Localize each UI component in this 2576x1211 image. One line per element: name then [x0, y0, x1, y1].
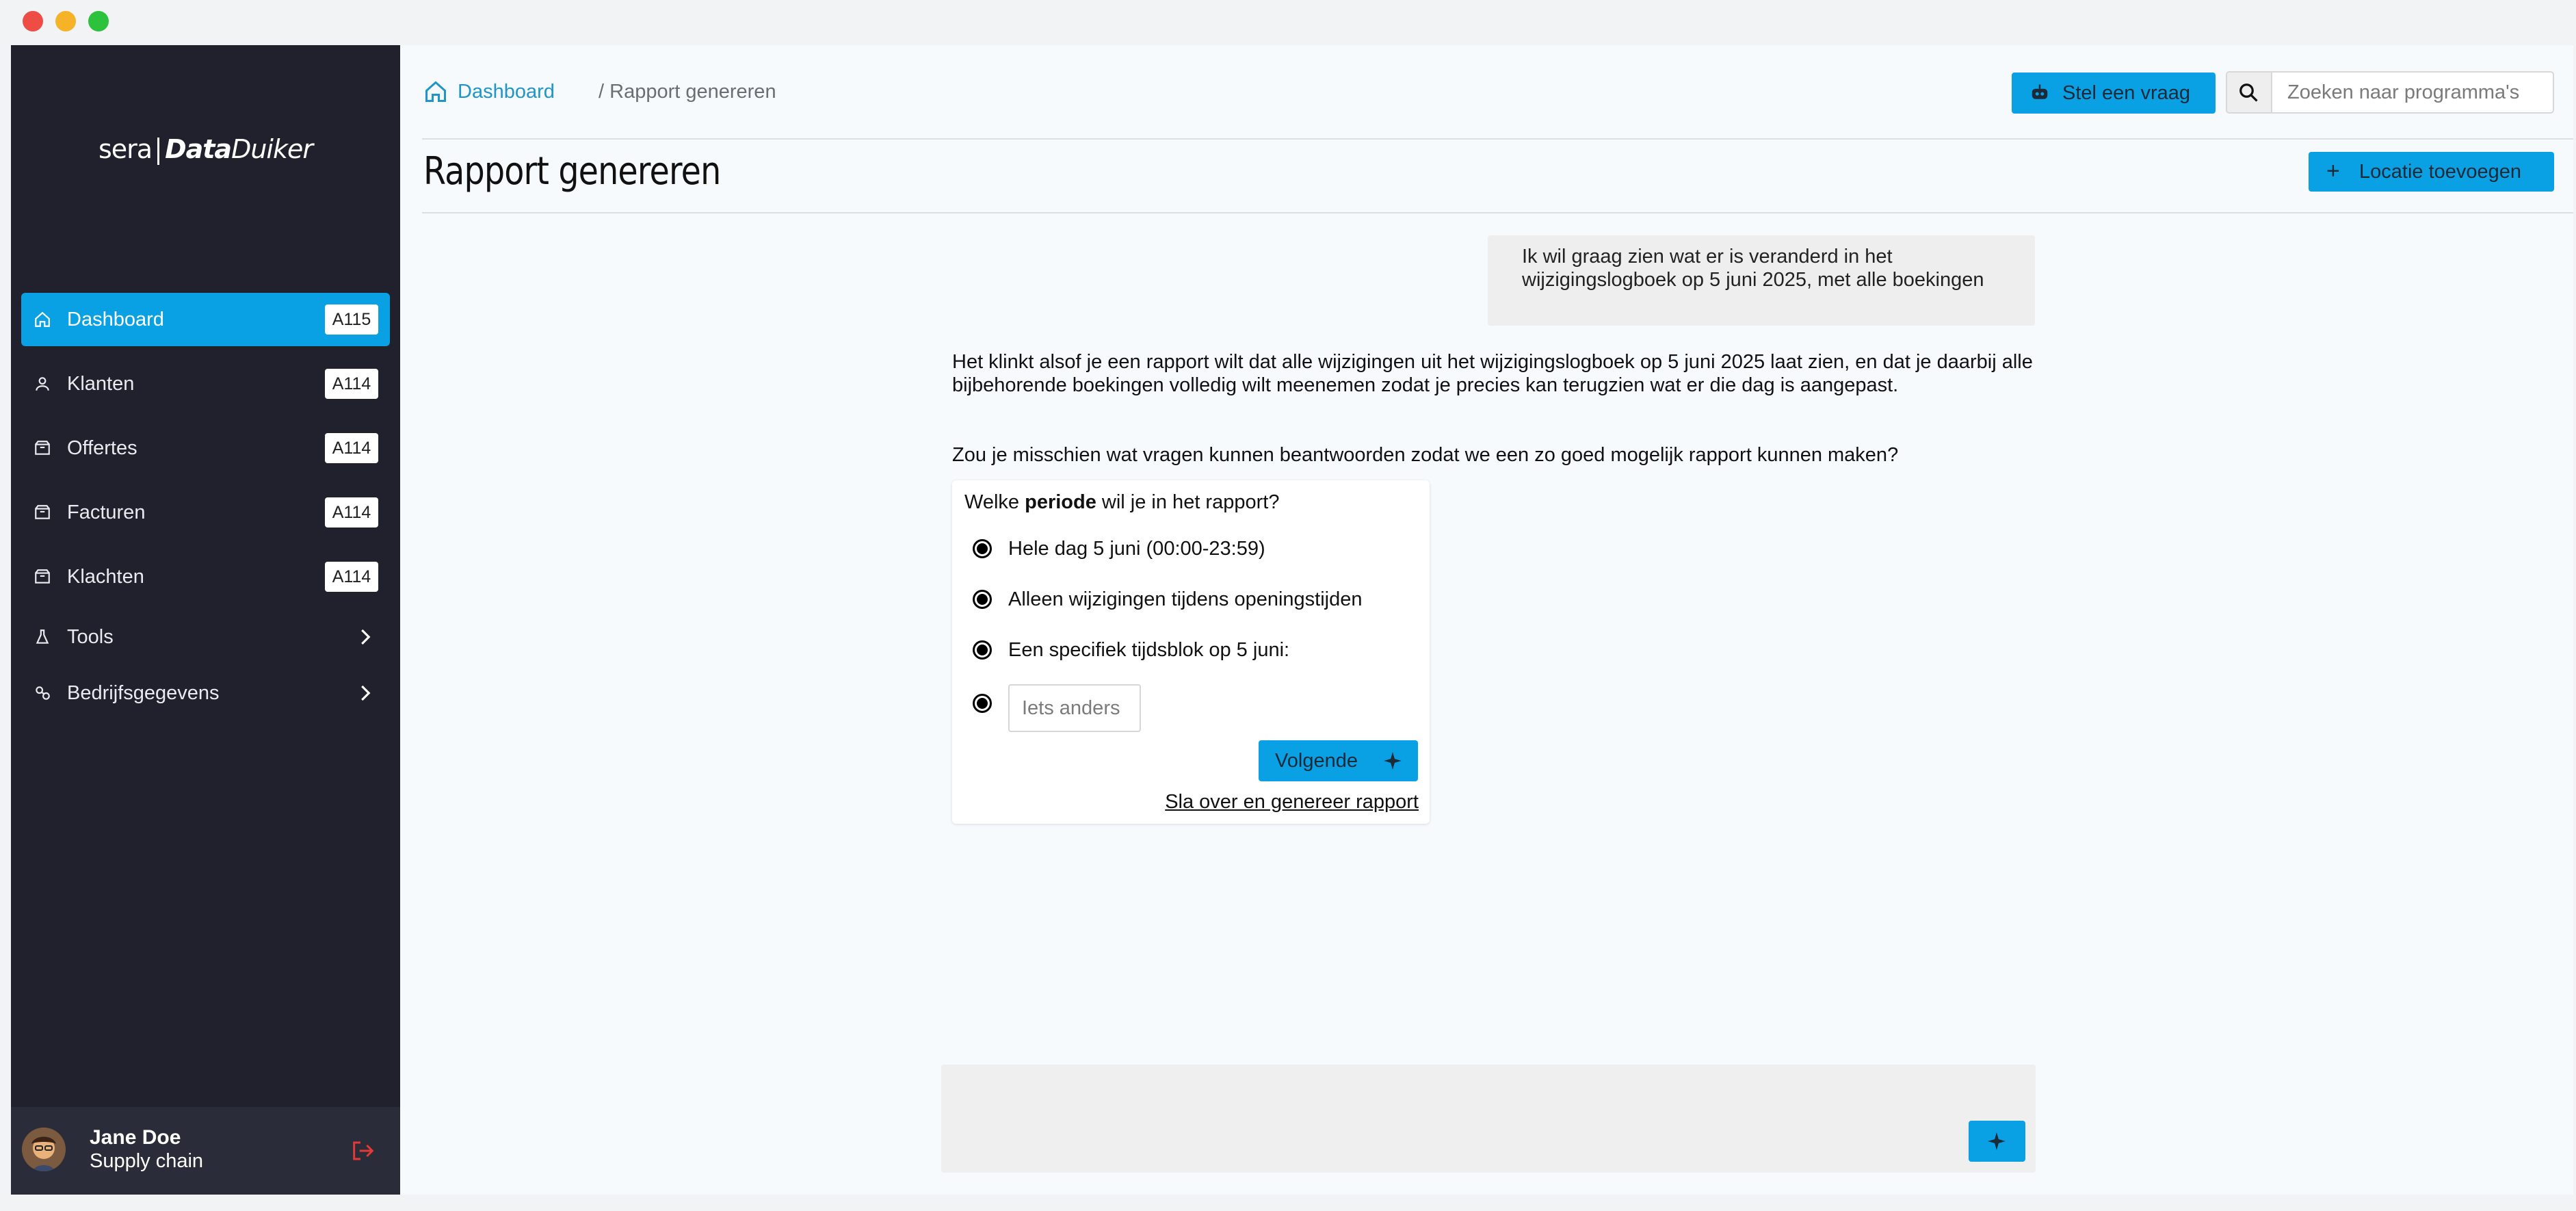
- breadcrumb-separator: /: [599, 81, 605, 103]
- question-suffix: wil je in het rapport?: [1096, 491, 1280, 513]
- header-divider: [422, 138, 2573, 140]
- avatar[interactable]: [22, 1128, 66, 1171]
- radio-button[interactable]: [973, 640, 992, 660]
- chevron-right-icon[interactable]: [354, 683, 375, 703]
- count-badge: A114: [325, 497, 378, 528]
- option-label: Alleen wijzigingen tijdens openingstijden: [1008, 588, 1363, 610]
- question-bold: periode: [1025, 491, 1096, 513]
- question-prefix: Welke: [964, 491, 1025, 513]
- assistant-question: Zou je misschien wat vragen kunnen beantwoorden zodat we een zo goed mogelijk rapport kunnen maken?: [952, 444, 1899, 466]
- flask-icon: [34, 628, 51, 646]
- add-location-button[interactable]: [2309, 152, 2554, 192]
- send-button[interactable]: [1969, 1121, 2025, 1162]
- sidebar-item-facturen[interactable]: [21, 486, 390, 539]
- sidebar-item-label: Klachten: [67, 566, 144, 588]
- search-bar: [2226, 71, 2554, 114]
- question-card: [952, 480, 1430, 824]
- sidebar-item-klanten[interactable]: [21, 357, 390, 411]
- user-name: Jane Doe: [90, 1126, 181, 1149]
- add-location-label: Locatie toevoegen: [2359, 161, 2522, 183]
- app-window: [11, 45, 2573, 1195]
- ask-question-label: Stel een vraag: [2062, 82, 2191, 104]
- home-icon[interactable]: [423, 79, 448, 104]
- message-input[interactable]: [941, 1065, 1967, 1173]
- sidebar-item-klachten[interactable]: [21, 550, 390, 603]
- ask-question-button[interactable]: [2012, 73, 2216, 114]
- option-label: Een specifiek tijdsblok op 5 juni:: [1008, 639, 1290, 661]
- robot-icon: [2029, 83, 2050, 103]
- logo-brand-bold: Data: [165, 134, 232, 164]
- breadcrumb-home-link[interactable]: Dashboard: [458, 81, 555, 103]
- sidebar-item-tools[interactable]: [21, 610, 390, 664]
- breadcrumb-current: [599, 78, 776, 105]
- sidebar-item-bedrijfsgegevens[interactable]: [21, 666, 390, 720]
- chevron-right-icon[interactable]: [354, 627, 375, 647]
- sidebar-item-label: Tools: [67, 626, 114, 648]
- user-role: Supply chain: [90, 1150, 204, 1172]
- home-icon: [34, 311, 51, 328]
- logo-brand-rest: Duiker: [231, 134, 313, 164]
- sidebar-item-label: Bedrijfsgegevens: [67, 682, 220, 704]
- sparkle-icon: [1987, 1132, 2006, 1151]
- question-text: [964, 491, 1279, 514]
- next-button[interactable]: [1259, 740, 1418, 781]
- breadcrumb-current-label: Rapport genereren: [609, 81, 776, 103]
- title-divider: [422, 212, 2573, 213]
- sidebar-item-label: Klanten: [67, 373, 135, 395]
- page-title: Rapport genereren: [423, 149, 721, 194]
- count-badge: A115: [325, 304, 378, 335]
- window-titlebar: [0, 0, 2576, 42]
- search-icon: [2238, 82, 2259, 103]
- sidebar-item-label: Offertes: [67, 437, 137, 459]
- logout-icon[interactable]: [351, 1140, 376, 1162]
- option-label: Hele dag 5 juni (00:00-23:59): [1008, 538, 1265, 560]
- sidebar-item-offertes[interactable]: [21, 421, 390, 475]
- sparkle-icon: [1383, 751, 1402, 770]
- user-icon: [34, 375, 51, 393]
- assistant-message: Het klinkt alsof je een rapport wilt dat alle wijzigingen uit het wijzigingslogboek op 5 juni 2025 laat zien, en dat je daarbij alle bijbehorende boekingen volledig wilt meenemen zodat je precies kan terugzien wat er die dag is aangepast.: [952, 351, 2033, 396]
- main-content: [400, 45, 2573, 1195]
- radio-button[interactable]: [973, 590, 992, 609]
- box-icon: [34, 504, 51, 521]
- message-composer: [941, 1065, 2036, 1173]
- next-button-label: Volgende: [1275, 750, 1358, 772]
- search-icon-box[interactable]: [2227, 73, 2272, 112]
- plus-icon: +: [2326, 158, 2340, 184]
- box-icon: [34, 439, 51, 457]
- logo-prefix: sera: [98, 134, 153, 164]
- settings-icon: [34, 684, 51, 702]
- skip-generate-link[interactable]: Sla over en genereer rapport: [1165, 791, 1419, 813]
- count-badge: A114: [325, 562, 378, 592]
- sidebar-item-label: Facturen: [67, 502, 146, 523]
- close-window-button[interactable]: [23, 11, 43, 31]
- radio-button[interactable]: [973, 539, 992, 558]
- sidebar-item-dashboard[interactable]: [21, 293, 390, 346]
- sidebar-item-label: Dashboard: [67, 309, 164, 330]
- count-badge: A114: [325, 433, 378, 463]
- user-profile: [11, 1107, 400, 1195]
- maximize-window-button[interactable]: [88, 11, 109, 31]
- app-logo: [11, 134, 400, 165]
- radio-button[interactable]: [973, 694, 992, 713]
- count-badge: A114: [325, 369, 378, 399]
- search-input[interactable]: [2272, 73, 2551, 112]
- other-option-input[interactable]: [1008, 684, 1141, 732]
- sidebar: [11, 45, 400, 1195]
- user-message: Ik wil graag zien wat er is veranderd in het wijzigingslogboek op 5 juni 2025, met alle boekingen: [1488, 235, 2035, 326]
- box-icon: [34, 568, 51, 586]
- minimize-window-button[interactable]: [55, 11, 76, 31]
